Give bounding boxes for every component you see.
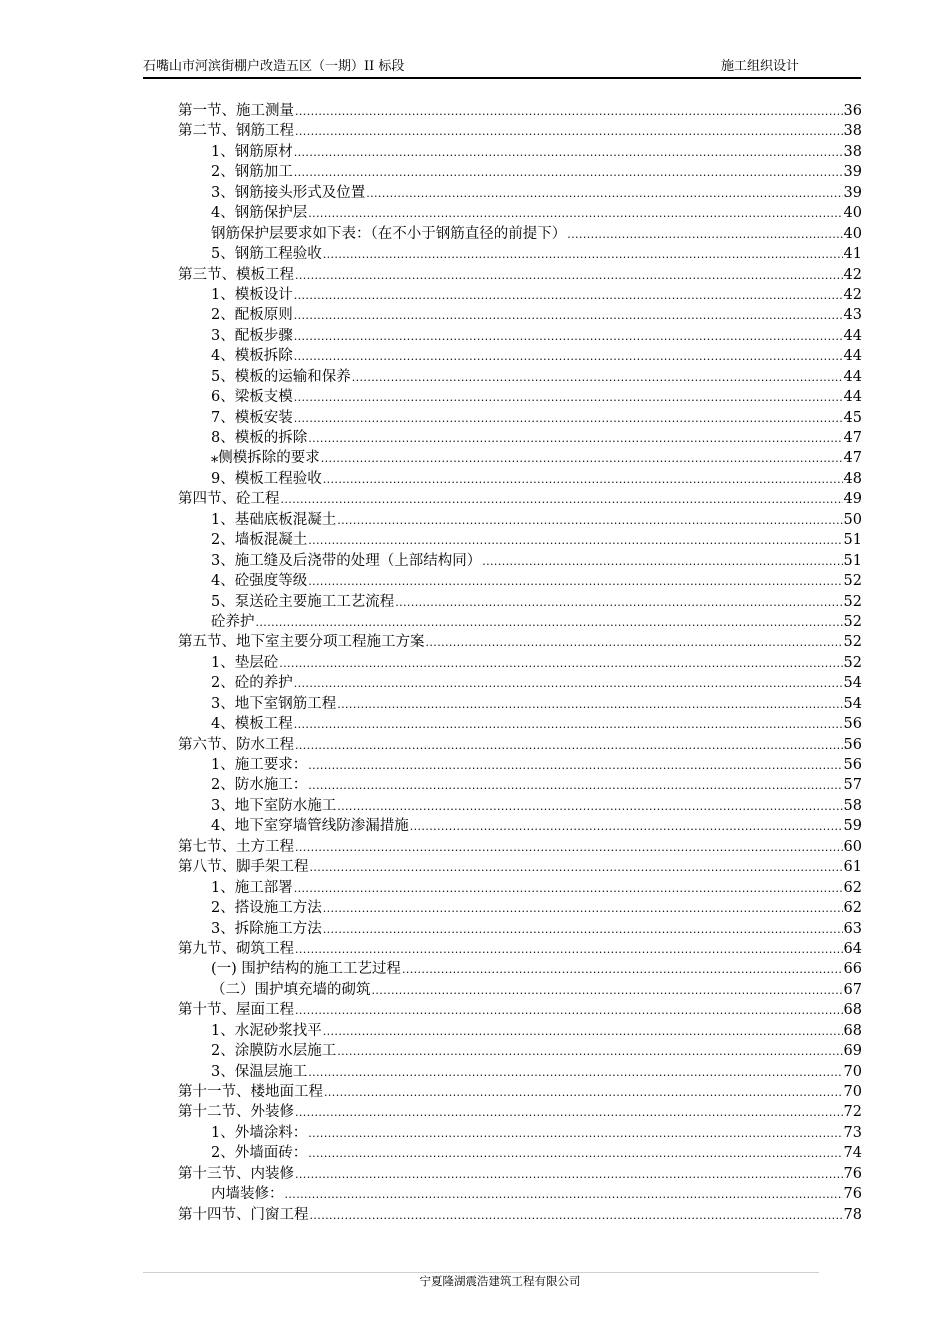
toc-entry[interactable] <box>178 673 862 693</box>
toc-page-number: 67 <box>843 981 862 998</box>
toc-entry-label: 第九节、砌筑工程 <box>178 940 294 957</box>
toc-entry[interactable] <box>178 612 862 632</box>
toc-page-number: 76 <box>843 1186 862 1203</box>
toc-leader-dots <box>410 817 843 837</box>
toc-page-number: 63 <box>843 920 862 937</box>
toc-entry-label: 4、地下室穿墙管线防渗漏措施 <box>211 818 409 835</box>
toc-leader-dots <box>295 102 843 122</box>
toc-entry-label: 3、钢筋接头形式及位置 <box>211 184 366 201</box>
toc-leader-dots <box>294 327 843 347</box>
toc-entry-label: 第十节、屋面工程 <box>178 1002 294 1019</box>
toc-entry[interactable] <box>178 142 862 162</box>
toc-page-number: 47 <box>843 430 862 446</box>
toc-entry-label: 第十三节、内装修 <box>178 1165 294 1182</box>
toc-entry[interactable] <box>178 183 862 203</box>
toc-entry-label: (一) 围护结构的施工工艺过程 <box>211 961 401 978</box>
toc-page-number: 42 <box>843 266 862 283</box>
toc-page-number: 52 <box>843 573 862 590</box>
toc-leader-dots <box>308 756 842 776</box>
toc-leader-dots <box>308 1124 842 1144</box>
toc-leader-dots <box>352 368 843 388</box>
toc-page-number: 47 <box>843 450 862 467</box>
toc-entry[interactable] <box>178 755 862 775</box>
toc-entry[interactable] <box>178 1021 862 1041</box>
toc-page-number: 73 <box>843 1124 862 1141</box>
toc-entry[interactable] <box>178 1000 862 1020</box>
toc-page-number: 40 <box>843 225 862 242</box>
toc-entry[interactable] <box>178 101 862 121</box>
toc-entry[interactable] <box>178 653 862 673</box>
toc-leader-dots <box>295 1103 843 1123</box>
toc-entry[interactable] <box>178 1123 862 1143</box>
page-header <box>143 58 861 79</box>
toc-leader-dots <box>294 388 843 408</box>
toc-leader-dots <box>337 511 842 531</box>
toc-leader-dots <box>295 838 843 858</box>
toc-page-number: 62 <box>843 900 862 917</box>
toc-leader-dots <box>482 552 842 572</box>
toc-entry-label: 砼养护 <box>211 613 255 630</box>
toc-leader-dots <box>308 776 842 796</box>
toc-entry[interactable] <box>178 632 862 652</box>
toc-entry-label: 5、泵送砼主要施工工艺流程 <box>211 593 395 610</box>
toc-leader-dots <box>337 695 842 715</box>
toc-entry[interactable] <box>178 305 862 325</box>
toc-leader-dots <box>567 225 842 245</box>
toc-leader-dots <box>395 593 842 613</box>
toc-page-number: 54 <box>843 675 862 692</box>
toc-page-number: 48 <box>843 470 862 487</box>
toc-page-number: 44 <box>843 389 862 406</box>
toc-leader-dots <box>308 1063 842 1083</box>
toc-entry[interactable] <box>178 551 862 571</box>
toc-leader-dots <box>294 715 843 735</box>
toc-leader-dots <box>310 1206 843 1226</box>
toc-entry[interactable] <box>178 448 862 468</box>
toc-entry-label: （二）围护填充墙的砌筑 <box>211 981 371 998</box>
toc-entry[interactable] <box>178 224 862 244</box>
toc-entry-label: ⁎侧模拆除的要求 <box>211 450 320 467</box>
toc-entry[interactable] <box>178 714 862 734</box>
toc-entry[interactable] <box>178 408 862 428</box>
toc-leader-dots <box>337 797 842 817</box>
toc-entry-label: 4、钢筋保护层 <box>211 205 308 222</box>
toc-entry-label: 2、配板原则 <box>211 307 293 324</box>
toc-page-number: 68 <box>843 1002 862 1019</box>
toc-leader-dots <box>402 960 843 980</box>
toc-entry-label: 4、模板工程 <box>211 716 293 733</box>
toc-entry[interactable] <box>178 939 862 959</box>
toc-leader-dots <box>294 409 843 429</box>
toc-leader-dots <box>256 613 843 633</box>
toc-entry-label: 6、梁板支模 <box>211 389 293 406</box>
toc-leader-dots <box>294 286 843 306</box>
toc-entry-label: 3、保温层施工 <box>211 1063 308 1080</box>
toc-entry[interactable] <box>178 571 862 591</box>
toc-page-number: 39 <box>843 184 862 201</box>
toc-leader-dots <box>294 143 843 163</box>
toc-entry-label: 第一节、施工测量 <box>178 103 294 119</box>
toc-entry-label: 第十二节、外装修 <box>178 1104 294 1121</box>
toc-entry-label: 1、钢筋原材 <box>211 143 293 160</box>
toc-page-number: 56 <box>843 716 862 733</box>
toc-entry[interactable] <box>178 919 862 939</box>
toc-entry-label: 钢筋保护层要求如下表：（在不小于钢筋直径的前提下） <box>211 225 567 242</box>
toc-entry-label: 1、模板设计 <box>211 286 293 303</box>
toc-page-number: 49 <box>843 491 862 508</box>
toc-entry-label: 1、施工要求： <box>211 757 308 773</box>
toc-entry[interactable] <box>178 1205 862 1225</box>
toc-entry-label: 4、砼强度等级 <box>211 573 308 590</box>
toc-entry[interactable] <box>178 489 862 509</box>
toc-entry[interactable] <box>178 796 862 816</box>
toc-entry[interactable] <box>178 367 862 387</box>
toc-leader-dots <box>281 490 843 510</box>
toc-entry[interactable] <box>178 510 862 530</box>
toc-leader-dots <box>366 184 842 204</box>
toc-leader-dots <box>323 1022 843 1042</box>
toc-page-number: 51 <box>843 552 862 569</box>
toc-entry[interactable] <box>178 837 862 857</box>
toc-entry[interactable] <box>178 1062 862 1082</box>
document-type: 施工组织设计 <box>721 59 800 74</box>
toc-leader-dots <box>323 920 843 940</box>
toc-leader-dots <box>294 163 843 183</box>
toc-entry[interactable] <box>178 285 862 305</box>
toc-page-number: 60 <box>843 838 862 855</box>
toc-page-number: 50 <box>843 511 862 528</box>
toc-page-number: 70 <box>843 1063 862 1080</box>
toc-entry-label: 5、钢筋工程验收 <box>211 246 322 263</box>
toc-page-number: 44 <box>843 348 862 365</box>
toc-leader-dots <box>285 1185 843 1205</box>
toc-leader-dots <box>308 204 842 224</box>
toc-page-number: 59 <box>843 818 862 835</box>
toc-entry-label: 第八节、脚手架工程 <box>178 859 309 876</box>
toc-leader-dots <box>294 879 843 899</box>
toc-entry-label: 5、模板的运输和保养 <box>211 368 351 385</box>
toc-page-number: 38 <box>843 143 862 160</box>
toc-entry[interactable] <box>178 1041 862 1061</box>
toc-leader-dots <box>308 429 842 449</box>
toc-entry[interactable] <box>178 346 862 366</box>
toc-entry-label: 2、搭设施工方法 <box>211 900 322 917</box>
toc-entry-label: 第十一节、楼地面工程 <box>178 1084 323 1100</box>
toc-leader-dots <box>310 858 843 878</box>
toc-entry-label: 1、垫层砼 <box>211 654 279 671</box>
toc-entry-label: 1、施工部署 <box>211 879 293 896</box>
toc-leader-dots <box>308 572 842 592</box>
toc-entry[interactable] <box>178 1082 862 1102</box>
toc-entry-label: 2、砼的养护 <box>211 675 293 692</box>
page-footer <box>0 1273 950 1289</box>
toc-entry[interactable] <box>178 592 862 612</box>
toc-page-number: 64 <box>843 940 862 957</box>
toc-entry-label: 2、外墙面砖： <box>211 1145 308 1162</box>
toc-entry-label: 第六节、防水工程 <box>178 736 294 753</box>
toc-entry[interactable] <box>178 469 862 489</box>
toc-leader-dots <box>308 531 842 551</box>
toc-page-number: 54 <box>843 695 862 712</box>
toc-entry[interactable] <box>178 530 862 550</box>
toc-entry[interactable] <box>178 428 862 448</box>
toc-page-number: 43 <box>843 307 862 324</box>
toc-entry-label: 2、墙板混凝土 <box>211 532 308 549</box>
toc-page-number: 68 <box>843 1022 862 1039</box>
toc-entry-label: 第二节、钢筋工程 <box>178 123 294 140</box>
toc-entry[interactable] <box>178 694 862 714</box>
toc-entry-label: 8、模板的拆除 <box>211 430 308 446</box>
toc-leader-dots <box>294 674 843 694</box>
toc-leader-dots <box>294 306 843 326</box>
toc-page-number: 44 <box>843 327 862 344</box>
toc-entry-label: 3、拆除施工方法 <box>211 920 322 937</box>
toc-entry[interactable] <box>178 387 862 407</box>
toc-entry[interactable] <box>178 735 862 755</box>
toc-leader-dots <box>294 347 843 367</box>
toc-page-number: 39 <box>843 164 862 181</box>
toc-page-number: 58 <box>843 797 862 814</box>
toc-entry[interactable] <box>178 898 862 918</box>
toc-entry[interactable] <box>178 980 862 1000</box>
toc-entry[interactable] <box>178 857 862 877</box>
toc-page-number: 69 <box>843 1043 862 1060</box>
toc-leader-dots <box>295 1165 843 1185</box>
toc-leader-dots <box>323 899 843 919</box>
toc-page-number: 42 <box>843 286 862 303</box>
toc-entry[interactable] <box>178 878 862 898</box>
toc-page-number: 45 <box>843 409 862 426</box>
toc-leader-dots <box>321 449 843 469</box>
toc-entry[interactable] <box>178 162 862 182</box>
toc-page-number: 38 <box>843 123 862 140</box>
toc-entry-label: 3、施工缝及后浇带的处理（上部结构同） <box>211 552 482 569</box>
toc-leader-dots <box>295 940 843 960</box>
toc-entry[interactable] <box>178 1164 862 1184</box>
toc-entry[interactable] <box>178 1184 862 1204</box>
project-title: 石嘴山市河滨街棚户改造五区（一期）II 标段 <box>143 59 405 74</box>
company-name: 宁夏隆湖震浩建筑工程有限公司 <box>419 1274 581 1288</box>
toc-entry[interactable] <box>178 959 862 979</box>
toc-page-number: 62 <box>843 879 862 896</box>
toc-entry-label: 3、配板步骤 <box>211 327 293 344</box>
toc-page-number: 78 <box>843 1206 862 1223</box>
toc-entry-label: 1、外墙涂料： <box>211 1124 308 1141</box>
toc-entry-label: 2、钢筋加工 <box>211 164 293 181</box>
toc-entry-label: 第七节、土方工程 <box>178 838 294 855</box>
toc-page-number: 52 <box>843 634 862 651</box>
toc-entry[interactable] <box>178 244 862 264</box>
toc-page-number: 56 <box>843 757 862 773</box>
toc-entry-label: 第三节、模板工程 <box>178 266 294 283</box>
toc-entry-label: 9、模板工程验收 <box>211 470 322 487</box>
toc-entry-label: 2、防水施工： <box>211 777 308 794</box>
toc-page-number: 40 <box>843 205 862 222</box>
toc-page-number: 52 <box>843 593 862 610</box>
toc-page-number: 74 <box>843 1145 862 1162</box>
toc-leader-dots <box>324 1083 843 1103</box>
toc-page-number: 66 <box>843 961 862 978</box>
toc-entry[interactable] <box>178 816 862 836</box>
toc-entry-label: 1、水泥砂浆找平 <box>211 1022 322 1039</box>
toc-leader-dots <box>295 736 843 756</box>
toc-page-number: 36 <box>843 103 862 119</box>
toc-leader-dots <box>295 122 843 142</box>
toc-entry-label: 第四节、砼工程 <box>178 491 280 508</box>
toc-entry[interactable] <box>178 203 862 223</box>
toc-leader-dots <box>426 633 843 653</box>
toc-page-number: 61 <box>843 859 862 876</box>
table-of-contents <box>178 101 862 1225</box>
toc-page-number: 57 <box>843 777 862 794</box>
toc-entry-label: 第十四节、门窗工程 <box>178 1206 309 1223</box>
toc-entry-label: 第五节、地下室主要分项工程施工方案 <box>178 634 425 651</box>
toc-page-number: 56 <box>843 736 862 753</box>
toc-page-number: 76 <box>843 1165 862 1182</box>
toc-entry[interactable] <box>178 775 862 795</box>
toc-entry-label: 内墙装修： <box>211 1186 284 1203</box>
toc-entry-label: 1、基础底板混凝土 <box>211 511 337 528</box>
toc-leader-dots <box>323 245 843 265</box>
toc-entry-label: 3、地下室防水施工 <box>211 797 337 814</box>
toc-leader-dots <box>308 1144 842 1164</box>
toc-page-number: 52 <box>843 613 862 630</box>
toc-page-number: 52 <box>843 654 862 671</box>
toc-entry[interactable] <box>178 121 862 141</box>
toc-leader-dots <box>337 1042 842 1062</box>
toc-page-number: 72 <box>843 1104 862 1121</box>
toc-entry[interactable] <box>178 326 862 346</box>
toc-entry[interactable] <box>178 1102 862 1122</box>
toc-leader-dots <box>295 1001 843 1021</box>
toc-entry[interactable] <box>178 265 862 285</box>
toc-leader-dots <box>372 981 843 1001</box>
toc-page-number: 51 <box>843 532 862 549</box>
toc-page-number: 70 <box>843 1084 862 1100</box>
toc-entry-label: 2、涂膜防水层施工 <box>211 1043 337 1060</box>
toc-leader-dots <box>295 266 843 286</box>
toc-leader-dots <box>323 470 843 490</box>
toc-entry[interactable] <box>178 1143 862 1163</box>
toc-entry-label: 7、模板安装 <box>211 409 293 426</box>
toc-page-number: 41 <box>843 246 862 263</box>
toc-page-number: 44 <box>843 368 862 385</box>
toc-leader-dots <box>279 654 842 674</box>
toc-entry-label: 4、模板拆除 <box>211 348 293 365</box>
toc-entry-label: 3、地下室钢筋工程 <box>211 695 337 712</box>
